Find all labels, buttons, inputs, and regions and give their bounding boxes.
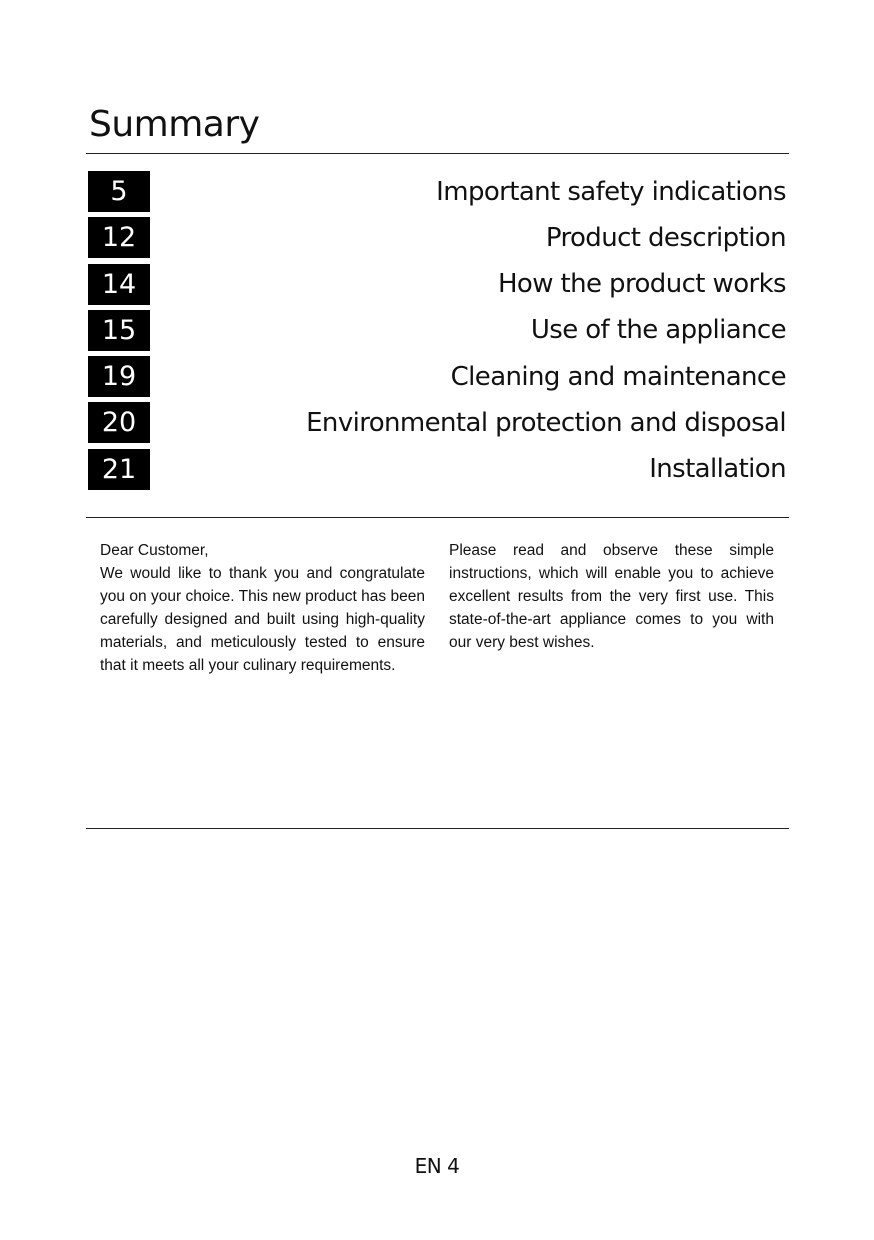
- toc-title: Installation: [649, 454, 786, 485]
- toc-page-number: 20: [88, 402, 150, 443]
- toc-item[interactable]: [88, 264, 786, 305]
- page-footer: EN 4: [414, 1154, 460, 1178]
- toc-title: Cleaning and maintenance: [450, 361, 786, 392]
- table-of-contents: [88, 171, 786, 495]
- intro-paragraph-left: We would like to thank you and congratulate you on your choice. This new product has been carefully designed and built using high-quality materials, and meticulously tested to ensure that it meets all your culinary requirements.: [100, 565, 425, 674]
- intro-paragraph-right: Please read and observe these simple instructions, which will enable you to achieve excellent results from the very first use. This state-of-the-art appliance comes to you with our very best wishes.: [449, 542, 774, 651]
- toc-item[interactable]: [88, 217, 786, 258]
- toc-title: Use of the appliance: [530, 315, 786, 346]
- page-title: Summary: [89, 104, 260, 145]
- toc-page-number: 12: [88, 217, 150, 258]
- toc-title: How the product works: [497, 269, 786, 300]
- toc-page-number: 15: [88, 310, 150, 351]
- toc-page-number: 14: [88, 264, 150, 305]
- toc-item[interactable]: [88, 171, 786, 212]
- toc-page-number: 21: [88, 449, 150, 490]
- toc-title: Important safety indications: [436, 176, 786, 207]
- section-divider: [86, 828, 789, 829]
- toc-title: Product description: [545, 222, 786, 253]
- toc-page-number: 19: [88, 356, 150, 397]
- toc-title: Environmental protection and disposal: [306, 407, 786, 438]
- toc-item[interactable]: [88, 402, 786, 443]
- toc-page-number: 5: [88, 171, 150, 212]
- intro-text: [100, 539, 774, 677]
- toc-item[interactable]: [88, 310, 786, 351]
- toc-item[interactable]: [88, 449, 786, 490]
- toc-item[interactable]: [88, 356, 786, 397]
- greeting: Dear Customer,: [100, 542, 209, 559]
- intro-right-column: [449, 539, 774, 677]
- section-divider: [86, 517, 789, 518]
- intro-left-column: [100, 539, 425, 677]
- title-divider: [86, 153, 789, 154]
